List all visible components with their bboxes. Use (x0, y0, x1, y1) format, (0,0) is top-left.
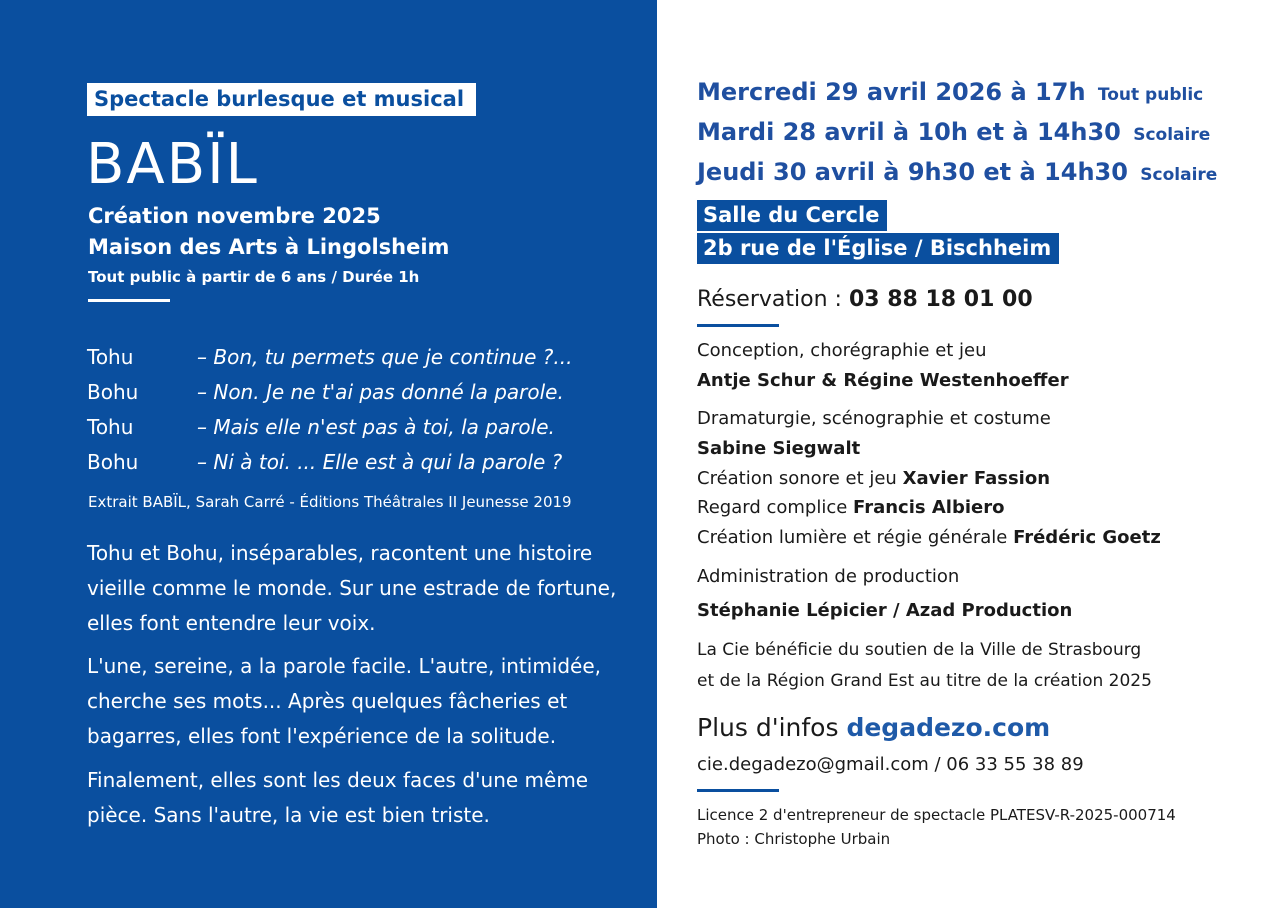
creation-place: Maison des Arts à Lingolsheim (88, 235, 450, 259)
dialogue-row (87, 340, 572, 375)
show-title: BABÏL (86, 132, 259, 197)
dialogue-excerpt (87, 340, 572, 480)
audience-category: Tout public (1097, 85, 1204, 105)
performance-date (697, 78, 1203, 106)
date-text: Mardi 28 avril à 10h et à 14h30 (697, 118, 1121, 146)
venue-address: 2b rue de l'Église / Bischheim (697, 233, 1059, 264)
divider (697, 789, 779, 792)
dialogue-row (87, 445, 572, 480)
genre-tag: Spectacle burlesque et musical (87, 83, 476, 116)
dialogue-line: – Bon, tu permets que je continue ?... (197, 345, 573, 369)
speaker: Bohu (87, 450, 139, 474)
divider (697, 324, 779, 327)
credit-names: Sabine Siegwalt (697, 438, 861, 459)
extract-credit: Extrait BABÏL, Sarah Carré - Éditions Théâtrales II Jeunesse 2019 (88, 493, 572, 511)
creation-date: Création novembre 2025 (88, 204, 381, 228)
audience-category: Scolaire (1140, 165, 1218, 185)
photo-credit: Photo : Christophe Urbain (697, 830, 891, 848)
credit-names: Antje Schur & Régine Westenhoeffer (697, 370, 1069, 391)
synopsis-paragraph: Finalement, elles sont les deux faces d'une même pièce. Sans l'autre, la vie est bien triste. (87, 768, 589, 827)
dialogue-line: – Non. Je ne t'ai pas donné la parole. (197, 380, 564, 404)
credit-label: Dramaturgie, scénographie et costume (697, 408, 1051, 429)
support-line: et de la Région Grand Est au titre de la création 2025 (697, 671, 1152, 691)
reservation-phone[interactable]: 03 88 18 01 00 (848, 287, 1033, 312)
performance-date (697, 158, 1217, 186)
speaker: Tohu (87, 345, 134, 369)
audience-duration: Tout public à partir de 6 ans / Durée 1h (88, 268, 420, 286)
reservation (697, 287, 1033, 312)
synopsis-paragraph: Tohu et Bohu, inséparables, racontent une histoire vieille comme le monde. Sur une estrade de fortune, elles font entendre leur voix. (87, 541, 617, 635)
venue-name: Salle du Cercle (697, 200, 887, 231)
dialogue-row (87, 410, 572, 445)
dialogue-row (87, 375, 572, 410)
synopsis-paragraph: L'une, sereine, a la parole facile. L'autre, intimidée, cherche ses mots... Après quelques fâcheries et bagarres, elles font l'expérience de la solitude. (87, 654, 602, 748)
support-line: La Cie bénéficie du soutien de la Ville de Strasbourg (697, 640, 1142, 660)
more-info-label: Plus d'infos (697, 713, 839, 742)
dialogue-line: – Ni à toi. ... Elle est à qui la parole ? (197, 450, 563, 474)
divider (88, 299, 170, 302)
credit-names: Stéphanie Lépicier / Azad Production (697, 600, 1073, 621)
licence-text: Licence 2 d'entrepreneur de spectacle PLATESV-R-2025-000714 (697, 806, 1176, 824)
credit-line: Création sonore et jeu Xavier Fassion (697, 468, 1051, 489)
date-text: Mercredi 29 avril 2026 à 17h (697, 78, 1086, 106)
credit-line: Création lumière et régie générale Frédéric Goetz (697, 527, 1161, 548)
dialogue-line: – Mais elle n'est pas à toi, la parole. (197, 415, 555, 439)
credit-line: Regard complice Francis Albiero (697, 497, 1005, 518)
website-link[interactable]: degadezo.com (846, 713, 1051, 742)
more-info (697, 713, 1050, 742)
date-text: Jeudi 30 avril à 9h30 et à 14h30 (697, 158, 1128, 186)
creation-info (88, 201, 449, 263)
credit-label: Conception, chorégraphie et jeu (697, 340, 987, 361)
performance-date (697, 118, 1210, 146)
contact-line[interactable]: cie.degadezo@gmail.com / 06 33 55 38 89 (697, 754, 1084, 775)
reservation-label: Réservation : (697, 287, 842, 312)
speaker: Tohu (87, 415, 134, 439)
audience-category: Scolaire (1133, 125, 1211, 145)
credit-label: Administration de production (697, 566, 960, 587)
right-panel (657, 0, 1280, 908)
speaker: Bohu (87, 380, 139, 404)
